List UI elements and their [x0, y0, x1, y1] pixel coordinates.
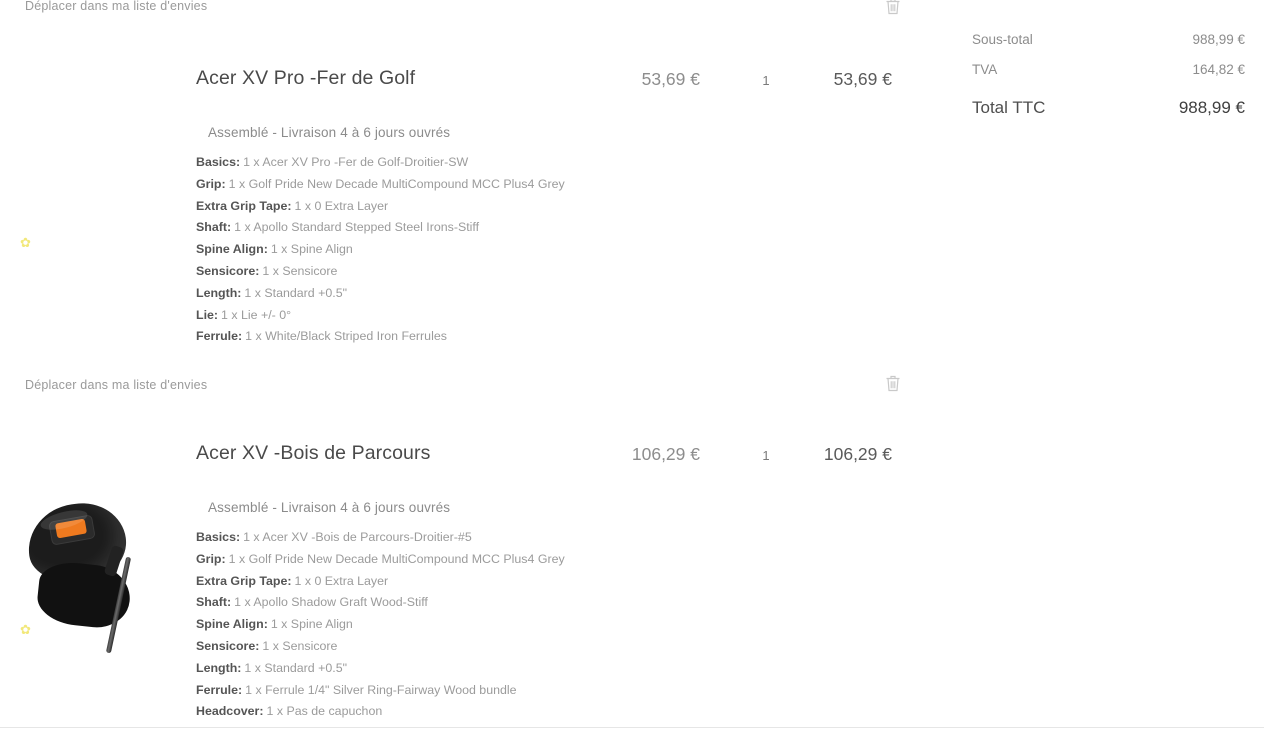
option-value: 1 x Standard +0.5": [244, 660, 347, 675]
quantity-input[interactable]: 1: [735, 442, 797, 470]
option-label: Grip:: [196, 176, 226, 191]
option-label: Ferrule:: [196, 682, 243, 697]
product-option: [196, 283, 876, 305]
product-option: [196, 527, 876, 549]
star-icon: ✿: [20, 622, 31, 637]
cart-item-body: [0, 442, 930, 723]
product-option: [196, 571, 876, 593]
product-title[interactable]: Acer XV -Bois de Parcours: [196, 442, 431, 464]
option-label: Lie:: [196, 307, 219, 322]
order-summary: [960, 32, 1255, 134]
option-value: 1 x 0 Extra Layer: [294, 198, 389, 213]
option-value: 1 x White/Black Striped Iron Ferrules: [245, 329, 447, 344]
option-value: 1 x Apollo Shadow Graft Wood-Stiff: [234, 595, 428, 610]
product-options-list: [196, 527, 876, 723]
option-value: 1 x Sensicore: [262, 638, 338, 653]
option-label: Extra Grip Tape:: [196, 198, 292, 213]
option-value: 1 x Apollo Standard Stepped Steel Irons-Stiff: [234, 220, 480, 235]
tax-value: 164,82 €: [1192, 62, 1245, 77]
option-label: Headcover:: [196, 704, 264, 719]
option-label: Shaft:: [196, 220, 232, 235]
option-value: 1 x Golf Pride New Decade MultiCompound MCC Plus4 Grey: [228, 551, 565, 566]
product-option: [196, 658, 876, 680]
unit-price: 106,29 €: [631, 444, 700, 464]
product-thumbnail[interactable]: [20, 494, 175, 659]
product-option: [196, 326, 876, 348]
assembly-note: Assemblé - Livraison 4 à 6 jours ouvrés: [208, 125, 451, 140]
product-image[interactable]: [20, 494, 175, 659]
product-option: [196, 680, 876, 702]
quantity-input[interactable]: 1: [735, 67, 797, 95]
product-option: [196, 261, 876, 283]
line-total-price: 53,69 €: [833, 69, 892, 89]
grand-total-value: 988,99 €: [1178, 98, 1245, 117]
option-value: 1 x Acer XV -Bois de Parcours-Droitier-#5: [243, 530, 472, 544]
product-option: [196, 174, 876, 196]
product-option: [196, 239, 876, 261]
option-value: 1 x Standard +0.5": [244, 285, 347, 300]
option-value: 1 x Pas de capuchon: [266, 704, 383, 719]
product-option: [196, 701, 876, 723]
product-title[interactable]: Acer XV Pro -Fer de Golf: [196, 67, 416, 89]
product-option: [196, 614, 876, 636]
unit-price: 53,69 €: [641, 69, 700, 89]
option-label: Sensicore:: [196, 638, 260, 653]
summary-row-subtotal: [960, 32, 1255, 62]
product-option: [196, 549, 876, 571]
option-value: 1 x 0 Extra Layer: [294, 573, 389, 588]
cart-item-actions: [0, 378, 930, 400]
option-label: Extra Grip Tape:: [196, 573, 292, 588]
remove-item-button[interactable]: [884, 373, 902, 393]
cart-item-body: [0, 67, 930, 348]
option-label: Length:: [196, 285, 242, 300]
option-label: Basics:: [196, 155, 241, 169]
option-value: 1 x Sensicore: [262, 263, 338, 278]
option-label: Basics:: [196, 530, 241, 544]
cart-item-actions: [0, 0, 930, 22]
product-option: [196, 196, 876, 218]
subtotal-value: 988,99 €: [1192, 32, 1245, 47]
option-label: Sensicore:: [196, 263, 260, 278]
cart-item: [0, 0, 930, 360]
product-option: [196, 636, 876, 658]
product-option: [196, 305, 876, 327]
page-divider: [0, 727, 1264, 728]
option-value: 1 x Lie +/- 0°: [221, 307, 292, 322]
option-value: 1 x Ferrule 1/4" Silver Ring-Fairway Wood bundle: [245, 682, 517, 697]
product-option: [196, 152, 876, 174]
summary-row-tax: [960, 62, 1255, 92]
cart-item-header: [0, 442, 930, 476]
move-to-wishlist-link[interactable]: Déplacer dans ma liste d'envies: [25, 378, 208, 392]
option-value: 1 x Acer XV Pro -Fer de Golf-Droitier-SW: [243, 155, 469, 169]
product-option: [196, 592, 876, 614]
option-value: 1 x Spine Align: [270, 242, 353, 257]
option-label: Grip:: [196, 551, 226, 566]
grand-total-label: Total TTC: [972, 98, 1046, 117]
cart-item: [0, 360, 930, 720]
cart-item-header: [0, 67, 930, 101]
move-to-wishlist-link[interactable]: Déplacer dans ma liste d'envies: [25, 0, 208, 13]
subtotal-label: Sous-total: [972, 32, 1033, 47]
tax-label: TVA: [972, 62, 998, 77]
product-options-list: [196, 152, 876, 348]
option-label: Length:: [196, 660, 242, 675]
assembly-note: Assemblé - Livraison 4 à 6 jours ouvrés: [208, 500, 451, 515]
option-value: 1 x Golf Pride New Decade MultiCompound MCC Plus4 Grey: [228, 176, 565, 191]
summary-row-total: [960, 92, 1255, 134]
remove-item-button[interactable]: [884, 0, 902, 16]
option-label: Spine Align:: [196, 617, 268, 632]
option-label: Shaft:: [196, 595, 232, 610]
option-label: Ferrule:: [196, 329, 243, 344]
option-value: 1 x Spine Align: [270, 617, 353, 632]
line-total-price: 106,29 €: [823, 444, 892, 464]
product-option: [196, 217, 876, 239]
star-icon: ✿: [20, 235, 31, 250]
option-label: Spine Align:: [196, 242, 268, 257]
